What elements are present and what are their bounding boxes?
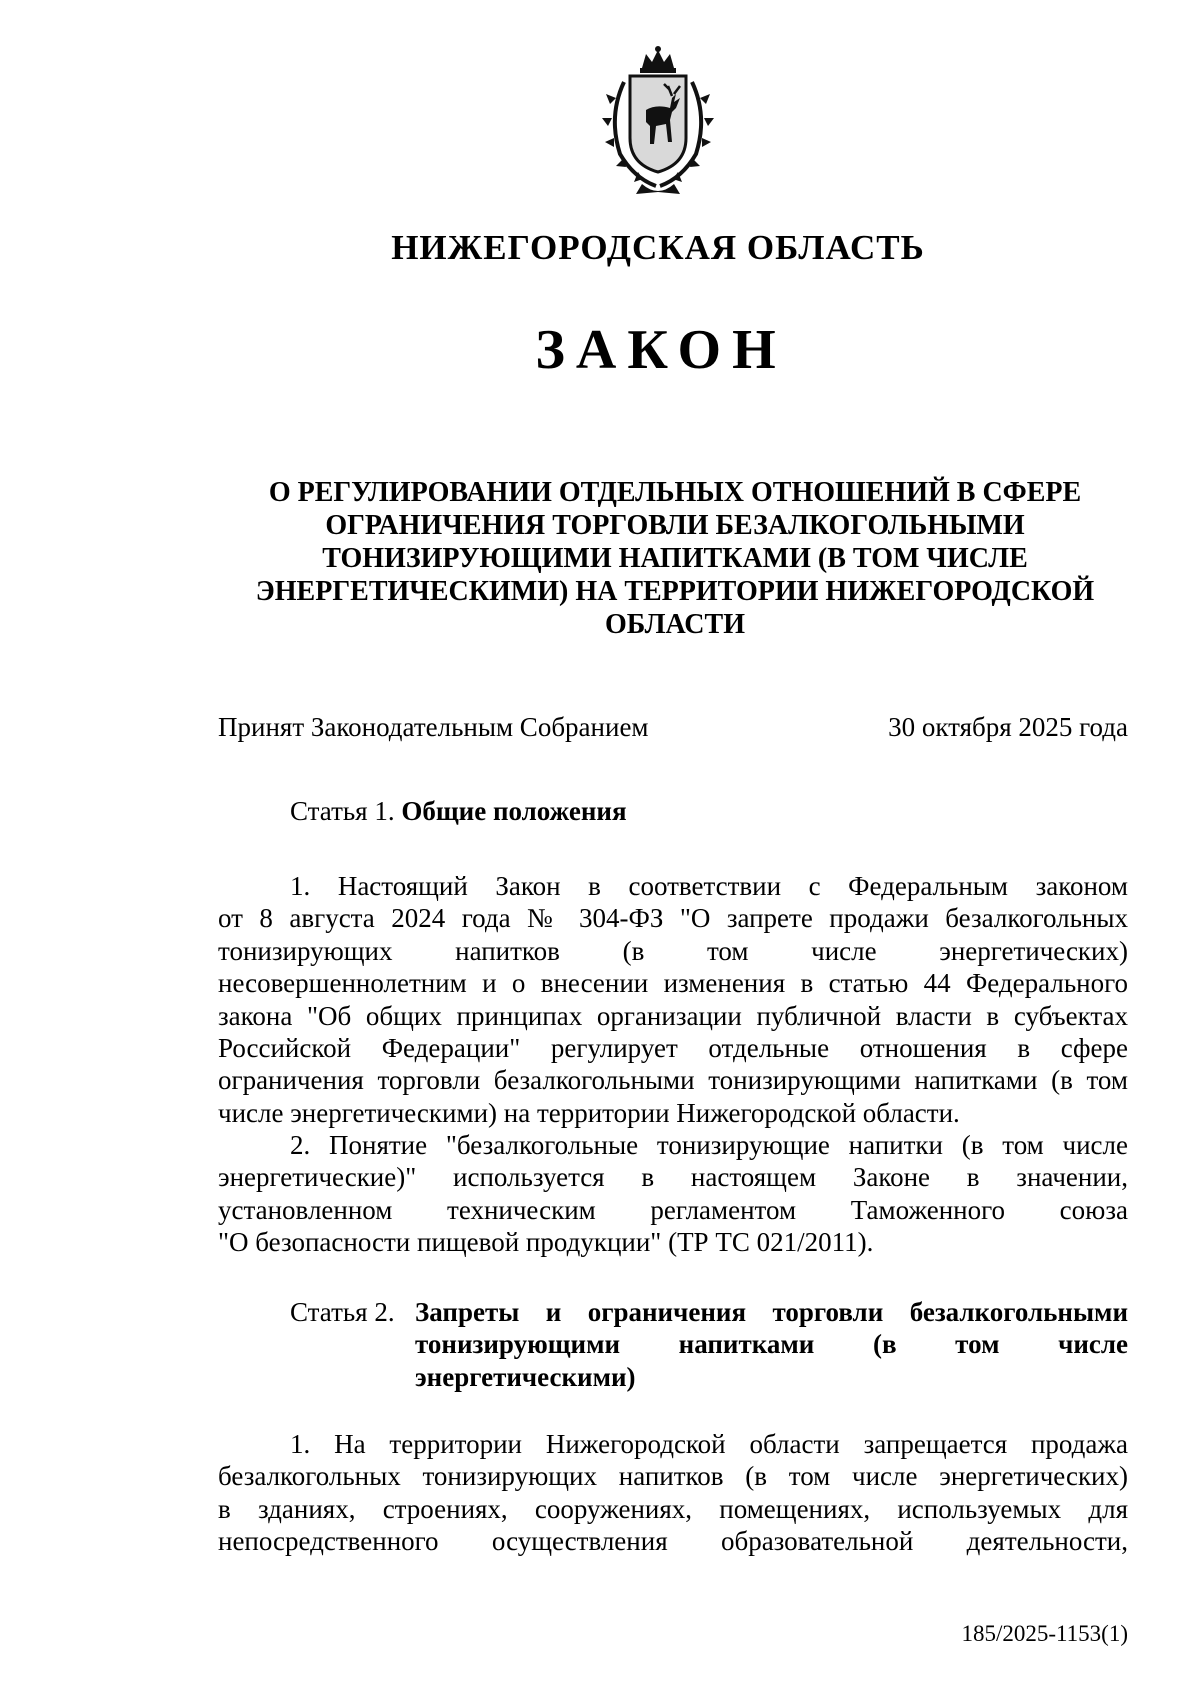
law-title-line: ОБЛАСТИ <box>605 609 745 640</box>
article-1-title: Общие положения <box>401 796 627 826</box>
article-1-heading <box>290 796 627 827</box>
text-line: тонизирующих напитков (в том числе энергетических) <box>218 935 1128 966</box>
text-line: 1. Настоящий Закон в соответствии с Федеральным законом <box>290 871 1128 901</box>
article-1-paragraph-2 <box>218 1129 1128 1259</box>
article-2-title-line: энергетическими) <box>415 1361 636 1392</box>
text-line: числе энергетическими) на территории Нижегородской области. <box>218 1097 960 1128</box>
article-2-title-line: Запреты и ограничения торговли безалкогольными <box>415 1297 1128 1327</box>
text-line: ограничения торговли безалкогольными тонизирующими напитками (в том <box>218 1065 1128 1096</box>
article-2-label: Статья 2. <box>290 1297 395 1327</box>
text-line: 1. На территории Нижегородской области запрещается продажа <box>290 1429 1128 1459</box>
adopted-by: Принят Законодательным Собранием <box>218 712 649 742</box>
article-2-title-line: тонизирующими напитками (в том числе <box>415 1329 1128 1360</box>
document-registration-number: 185/2025-1153(1) <box>961 1621 1128 1646</box>
text-line: "О безопасности пищевой продукции" (ТР ТС 021/2011). <box>218 1227 874 1258</box>
article-2-title <box>415 1296 1128 1393</box>
text-line: энергетические)" используется в настоящем Законе в значении, <box>218 1162 1128 1193</box>
text-line: безалкогольных тонизирующих напитков (в том числе энергетических) <box>218 1461 1128 1492</box>
document-type-title: ЗАКОН <box>535 319 787 381</box>
article-2-paragraph-1 <box>218 1428 1128 1558</box>
adoption-date: 30 октября 2025 года <box>888 712 1128 742</box>
text-line: непосредственного осуществления образовательной деятельности, <box>218 1526 1128 1557</box>
article-1-paragraph-1 <box>218 870 1128 1129</box>
coat-of-arms-icon <box>598 46 718 198</box>
region-title: НИЖЕГОРОДСКАЯ ОБЛАСТЬ <box>391 228 925 267</box>
text-line: закона "Об общих принципах организации публичной власти в субъектах <box>218 1000 1128 1031</box>
law-title-line: ОГРАНИЧЕНИЯ ТОРГОВЛИ БЕЗАЛКОГОЛЬНЫМИ <box>325 510 1025 541</box>
law-title <box>240 476 1110 641</box>
text-line: 2. Понятие "безалкогольные тонизирующие напитки (в том числе <box>290 1130 1128 1160</box>
law-title-line: ТОНИЗИРУЮЩИМИ НАПИТКАМИ (В ТОМ ЧИСЛЕ <box>322 543 1028 574</box>
text-line: установленном техническим регламентом Таможенного союза <box>218 1194 1128 1225</box>
text-line: несовершеннолетним и о внесении изменения в статью 44 Федерального <box>218 968 1128 999</box>
text-line: Российской Федерации" регулирует отдельные отношения в сфере <box>218 1032 1128 1063</box>
law-title-line: О РЕГУЛИРОВАНИИ ОТДЕЛЬНЫХ ОТНОШЕНИЙ В СФЕРЕ <box>268 477 1082 508</box>
article-1-label: Статья 1. <box>290 796 395 826</box>
law-title-line: ЭНЕРГЕТИЧЕСКИМИ) НА ТЕРРИТОРИИ НИЖЕГОРОДСКОЙ <box>255 576 1095 607</box>
text-line: в зданиях, строениях, сооружениях, помещениях, используемых для <box>218 1493 1128 1524</box>
text-line: от 8 августа 2024 года № 304-ФЗ "О запрете продажи безалкогольных <box>218 903 1128 934</box>
